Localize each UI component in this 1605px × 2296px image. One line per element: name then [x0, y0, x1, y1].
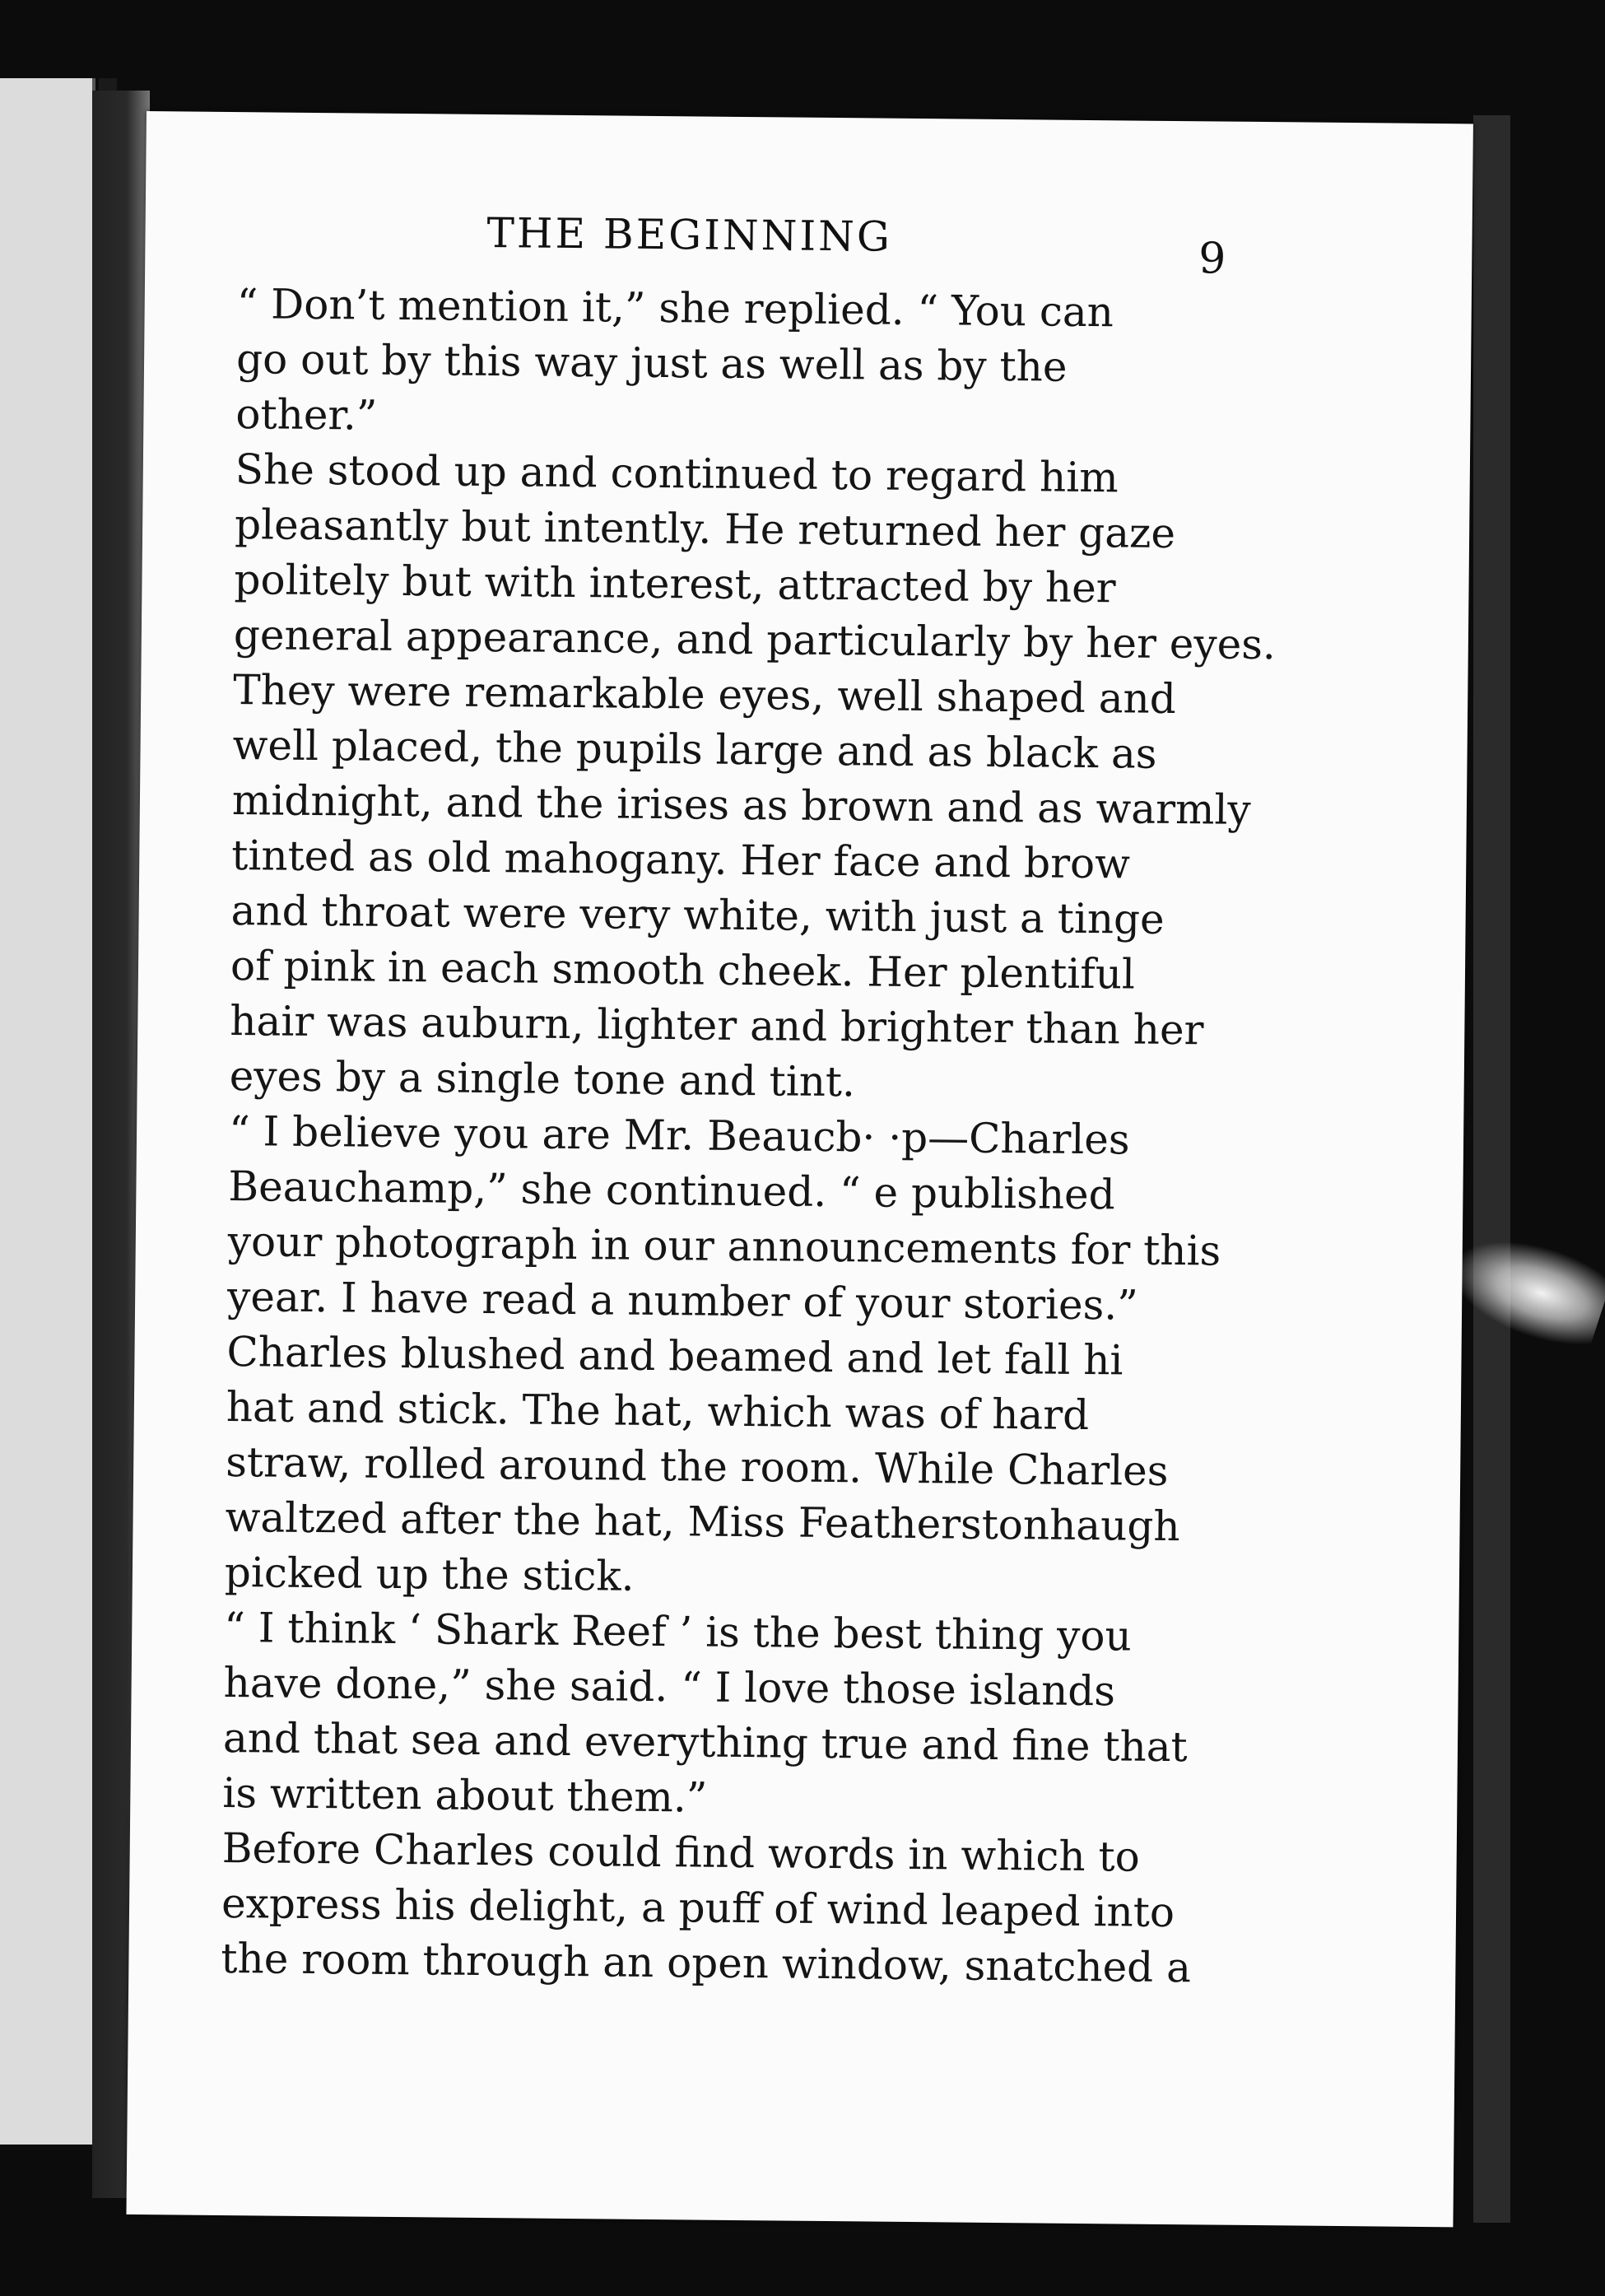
text-line: “ Don’t mention it,” she replied. “ You can [236, 280, 1114, 337]
paragraph [179, 1600, 1215, 1830]
text-line: of pink in each smooth cheek. Her plentiful [230, 942, 1136, 999]
paragraph [178, 1820, 1212, 1996]
text-line: express his delight, a puff of wind leaped into [221, 1879, 1175, 1937]
text-line: general appearance, and particularly by her eyes. [233, 611, 1277, 669]
text-line: year. I have read a number of your stories.” [226, 1273, 1139, 1330]
text-line: midnight, and the irises as brown and as warmly [231, 776, 1251, 834]
text-line: hat and stick. The hat, which was of hard [226, 1383, 1090, 1440]
paragraph [182, 1325, 1217, 1610]
text-line: go out by this way just as well as by the [235, 335, 1068, 391]
text-line: have done,” she said. “ I love those islands [223, 1658, 1116, 1716]
book-page [126, 111, 1472, 2227]
page-number: 9 [1198, 234, 1226, 284]
text-line: and throat were very white, with just a tinge [230, 887, 1165, 943]
text-line: picked up the stick. [224, 1548, 635, 1600]
text-line: She stood up and continued to regard him [235, 445, 1119, 502]
text-line: and that sea and everything true and fine that [222, 1713, 1188, 1772]
facing-page-edge [0, 78, 95, 2145]
running-head: THE BEGINNING [486, 208, 893, 261]
page-edge-shadow [1473, 115, 1510, 2223]
paragraph [186, 442, 1277, 1114]
light-glare [1439, 1221, 1605, 1355]
text-line: other.” [235, 390, 378, 440]
text-line: your photograph in our announcements for this [227, 1218, 1221, 1275]
page-header [146, 206, 1472, 284]
text-line: is written about them.” [222, 1768, 708, 1822]
text-line: Before Charles could find words in which to [221, 1823, 1140, 1881]
paragraph [184, 1104, 1220, 1334]
text-line: politely but with interest, attracted by her [234, 556, 1116, 612]
text-line: hair was auburn, lighter and brighter than her [230, 997, 1204, 1055]
text-line: “ I believe you are Mr. Beaucb· ·p—Charles [228, 1107, 1130, 1164]
text-line: They were remarkable eyes, well shaped and [232, 666, 1177, 724]
page-body [178, 277, 1277, 1996]
text-line: well placed, the pupils large and as black as [232, 721, 1157, 778]
text-line: straw, rolled around the room. While Charles [225, 1438, 1169, 1495]
paragraph [193, 277, 1227, 452]
text-line: tinted as old mahogany. Her face and brow [231, 831, 1131, 888]
text-line: the room through an open window, snatched a [221, 1934, 1192, 1992]
text-line: pleasantly but intently. He returned her gaze [234, 501, 1176, 558]
text-line: eyes by a single tone and tint. [229, 1052, 856, 1106]
text-line: waltzed after the hat, Miss Featherstonhaugh [225, 1493, 1180, 1551]
text-line: Beauchamp,” she continued. “ e published [228, 1162, 1115, 1219]
text-line: “ I think ‘ Shark Reef ’ is the best thing you [224, 1603, 1133, 1660]
text-line: Charles blushed and beamed and let fall hi [226, 1328, 1124, 1385]
